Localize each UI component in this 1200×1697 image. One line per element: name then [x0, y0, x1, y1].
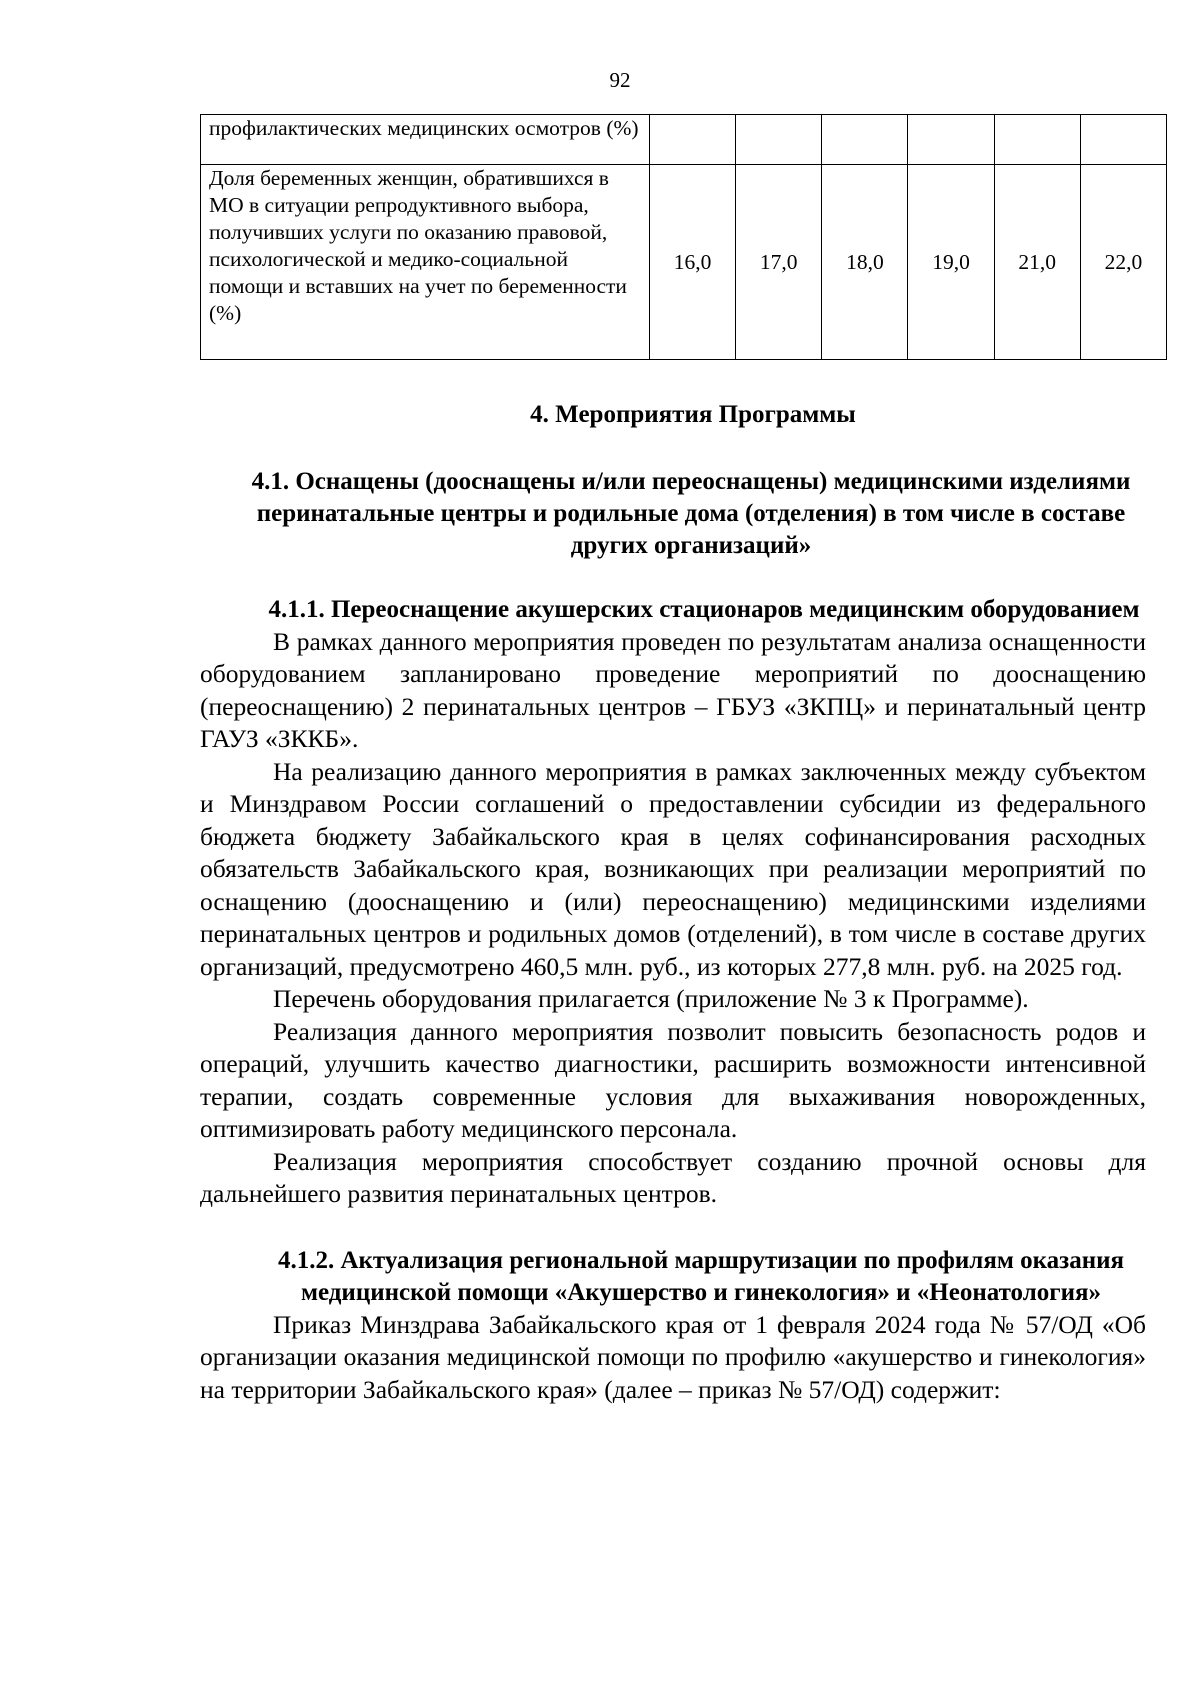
paragraph: На реализацию данного мероприятия в рамках заключенных между субъектом и Минздравом России соглашений о предоставлении субсидии из федерального бюджета бюджету Забайкальского края в целях софинансирования расходных обязательств Забайкальского края, возникающих при реализации мероприятий по оснащению (дооснащению и (или) переоснащению) медицинскими изделиями перинатальных центров и родильных домов (отделений), в том числе в составе других организаций, предусмотрено 460,5 млн. руб., из которых 277,8 млн. руб. на 2025 год. — [200, 756, 1146, 981]
indicator-value — [650, 115, 736, 165]
indicator-value — [736, 115, 822, 165]
paragraph: Реализация мероприятия способствует созданию прочной основы для дальнейшего развития перинатальных центров. — [200, 1146, 1146, 1208]
indicator-value: 22,0 — [1080, 165, 1166, 360]
table-row — [201, 165, 1167, 360]
paragraph: Реализация данного мероприятия позволит повысить безопасность родов и операций, улучшить качество диагностики, расширить возможности интенсивной терапии, создать современные условия для выхаживания новорожденных, оптимизировать работу медицинского персонала. — [200, 1016, 1146, 1143]
item-title: 4.1.1. Переоснащение акушерских стационаров медицинским оборудованием — [268, 596, 1140, 623]
indicator-name: профилактических медицинских осмотров (%) — [201, 115, 650, 165]
indicator-value: 18,0 — [822, 165, 908, 360]
indicator-value: 19,0 — [908, 165, 994, 360]
section-title: 4. Мероприятия Программы — [530, 401, 856, 428]
document-body — [200, 398, 1146, 1406]
paragraph: Приказ Минздрава Забайкальского края от 1 февраля 2024 года № 57/ОД «Об организации оказания медицинской помощи по профилю «акушерство и гинекология» на территории Забайкальского края» (далее – приказ № 57/ОД) содержит: — [200, 1309, 1146, 1404]
indicator-value — [908, 115, 994, 165]
indicator-value — [994, 115, 1080, 165]
indicator-value — [822, 115, 908, 165]
paragraph: В рамках данного мероприятия проведен по результатам анализа оснащенности оборудованием запланировано проведение мероприятий по дооснащению (переоснащению) 2 перинатальных центров – ГБУЗ «ЗКПЦ» и перинатальный центр ГАУЗ «ЗККБ». — [200, 626, 1146, 753]
table-row — [201, 115, 1167, 165]
page-number: 92 — [609, 68, 631, 92]
subsection-title: 4.1. Оснащены (дооснащены и/или переоснащены) медицинскими изделиями перинатальные центры и родильные дома (отделения) в том числе в составе других организаций» — [251, 468, 1131, 559]
paragraph: Перечень оборудования прилагается (приложение № 3 к Программе). — [273, 984, 1029, 1013]
indicator-value: 17,0 — [736, 165, 822, 360]
indicator-name: Доля беременных женщин, обратившихся в МО в ситуации репродуктивного выбора, получивших услуги по оказанию правовой, психологической и медико-социальной помощи и вставших на учет по беременности (%) — [201, 165, 650, 360]
indicator-value: 16,0 — [650, 165, 736, 360]
item-title: 4.1.2. Актуализация региональной маршрутизации по профилям оказания медицинской помощи «Акушерство и гинекология» и «Неонатология» — [277, 1246, 1125, 1306]
indicator-value — [1080, 115, 1166, 165]
indicators-table — [200, 114, 1167, 360]
indicator-value: 21,0 — [994, 165, 1080, 360]
